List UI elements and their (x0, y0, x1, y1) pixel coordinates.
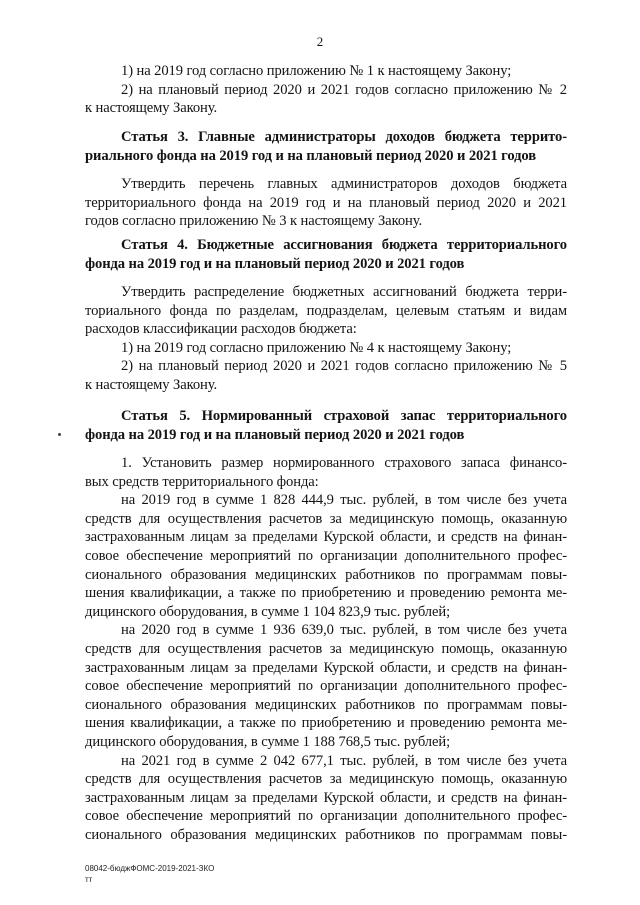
paragraph-block (85, 175, 567, 231)
text-line: 1. Установить размер нормированного страхового запаса финансо- (121, 455, 567, 471)
text-line: 2) на плановый период 2020 и 2021 годов согласно приложению № 2 (121, 81, 567, 98)
text-line: вых средств территориального фонда: (85, 473, 319, 490)
text-line: 2) на плановый период 2020 и 2021 годов согласно приложению № 5 (121, 358, 567, 375)
article-heading-line: риального фонда на 2019 год и на плановый период 2020 и 2021 годов (85, 147, 537, 164)
text-line: 1) на 2019 год согласно приложению № 1 к настоящему Закону; (121, 63, 512, 79)
page-number: 2 (316, 34, 324, 49)
text-line: 1) на 2019 год согласно приложению № 4 к настоящему Закону; (121, 339, 512, 356)
text-line: сионального образования медицинских работников по программам повы- (85, 696, 567, 713)
article-heading-line: Статья 3. Главные администраторы доходов бюджета террито- (121, 129, 567, 145)
text-line: застрахованным лицам за пределами Курской области, и средств на финан- (85, 529, 567, 546)
paragraph-block (85, 407, 567, 444)
text-line: застрахованным лицам за пределами Курской области, и средств на финан- (85, 659, 567, 676)
text-line: к настоящему Закону. (85, 376, 218, 393)
text-line: к настоящему Закону. (85, 100, 218, 117)
footer-doc-code: 08042-бюджФОМС-2019-2021-ЗКО (85, 864, 215, 873)
text-line: совое обеспечение мероприятий по организации дополнительного профес- (85, 678, 567, 695)
text-line: на 2019 год в сумме 1 828 444,9 тыс. рублей, в том числе без учета (121, 492, 567, 509)
article-heading-line: Статья 4. Бюджетные ассигнования бюджета территориального (121, 237, 567, 253)
paragraph-block (85, 236, 567, 273)
paragraph-block (85, 128, 567, 165)
text-line: на 2020 год в сумме 1 936 639,0 тыс. рублей, в том числе без учета (121, 622, 567, 639)
paragraph-block (85, 283, 567, 395)
stray-dot (58, 433, 61, 436)
text-line: совое обеспечение мероприятий по организации дополнительного профес- (85, 547, 567, 564)
text-line: ториального фонда по разделам, подразделам, целевым статьям и видам (85, 302, 567, 319)
paragraph-block (85, 454, 567, 844)
article-heading-line: фонда на 2019 год и на плановый период 2020 и 2021 годов (85, 426, 465, 443)
text-line: дицинского оборудования, в сумме 1 188 768,5 тыс. рублей; (85, 733, 451, 750)
text-line: сионального образования медицинских работников по программам повы- (85, 826, 567, 843)
text-line: шения квалификации, а также по приобретению и проведению ремонта ме- (85, 715, 567, 732)
text-line: Утвердить перечень главных администраторов доходов бюджета (121, 176, 567, 192)
text-line: дицинского оборудования, в сумме 1 104 823,9 тыс. рублей; (85, 603, 451, 620)
text-line: годов согласно приложению № 3 к настоящему Закону. (85, 213, 423, 230)
article-heading-line: Статья 5. Нормированный страховой запас территориального (121, 408, 567, 424)
text-line: средств для осуществления расчетов за медицинскую помощь, оказанную (85, 510, 567, 527)
text-line: на 2021 год в сумме 2 042 677,1 тыс. рублей, в том числе без учета (121, 752, 567, 769)
footer-initials: тт (85, 875, 93, 884)
text-line: шения квалификации, а также по приобретению и проведению ремонта ме- (85, 585, 567, 602)
text-line: сионального образования медицинских работников по программам повы- (85, 566, 567, 583)
article-heading-line: фонда на 2019 год и на плановый период 2020 и 2021 годов (85, 255, 465, 272)
text-line: Утвердить распределение бюджетных ассигнований бюджета терри- (121, 284, 567, 300)
text-line: территориального фонда на 2019 год и на плановый период 2020 и 2021 (85, 194, 567, 211)
text-line: совое обеспечение мероприятий по организации дополнительного профес- (85, 808, 567, 825)
text-line: застрахованным лицам за пределами Курской области, и средств на финан- (85, 789, 567, 806)
text-line: расходов классификации расходов бюджета: (85, 321, 357, 338)
paragraph-block (85, 62, 567, 118)
text-line: средств для осуществления расчетов за медицинскую помощь, оказанную (85, 640, 567, 657)
text-line: средств для осуществления расчетов за медицинскую помощь, оказанную (85, 771, 567, 788)
